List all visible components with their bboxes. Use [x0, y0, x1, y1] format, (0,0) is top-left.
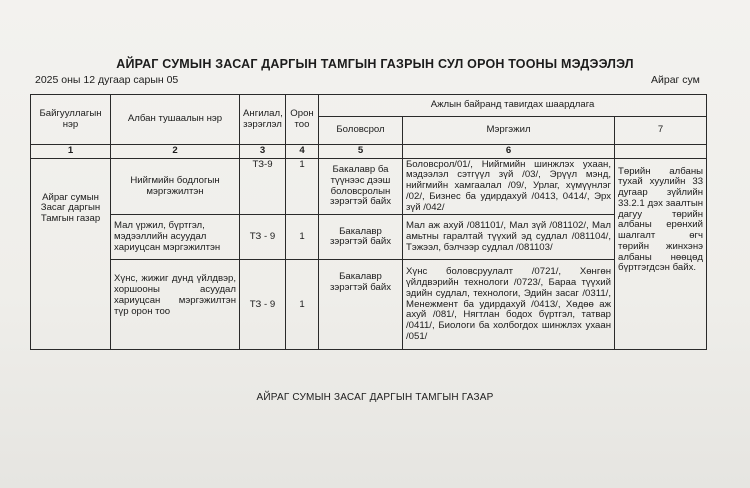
count-value: 1 [286, 158, 319, 215]
document-place: Айраг сум [651, 74, 700, 86]
table-row [31, 158, 707, 215]
header-position: Албан тушаалын нэр [111, 95, 240, 145]
civil-service-note: Төрийн албаны тухай хуулийн 33 дугаар зүйлийн 33.2.1 дэх заалтын дагуу төрийн албаны ерөнхий шалгалт өгч төрийн жинхэнэ албаны нөөцөд бүртгэгдсэн байх. [615, 158, 707, 350]
position-name: Хүнс, жижиг дунд үйлдвэр, хоршооны асуудал хариуцсан мэргэжилтэн түр орон тоо [111, 260, 240, 350]
column-number: 5 [319, 145, 403, 159]
position-name: Нийгмийн бодлогын мэргэжилтэн [111, 158, 240, 215]
column-number: 2 [111, 145, 240, 159]
column-number: 3 [240, 145, 286, 159]
education-requirement: Бакалавр ба түүнээс дээш боловсролын зэрэгтэй байх [319, 158, 403, 215]
rank-value: ТЗ - 9 [240, 260, 286, 350]
education-requirement: Бакалавр зэрэгтэй байх [319, 215, 403, 260]
header-col7: 7 [615, 117, 707, 145]
header-count: Орон тоо [286, 95, 319, 145]
table-row [31, 215, 707, 260]
column-number: 6 [403, 145, 615, 159]
header-rank: Ангилал, зэрэглэл [240, 95, 286, 145]
organization-name: Айраг сумын Засаг даргын Тамгын газар [31, 158, 111, 350]
header-profession: Мэргэжил [403, 117, 615, 145]
column-number-empty [615, 145, 707, 159]
column-number: 4 [286, 145, 319, 159]
profession-requirement: Хүнс боловсруулалт /0721/, Хөнгөн үйлдвэрийн технологи /0723/, Бараа түүхий эдийн судлал, технологи, Эдийн засаг /0311/, Менежмент ба удирдахуй /0413/, Хөдөө аж ахуй /081/, Нягтлан бодох бүртгэл, татвар /0411/, Биологи ба холбогдох шинжлэх ухаан /051/ [403, 260, 615, 350]
document-title: АЙРАГ СУМЫН ЗАСАГ ДАРГЫН ТАМГЫН ГАЗРЫН СУЛ ОРОН ТООНЫ МЭДЭЭЛЭЛ [116, 57, 634, 71]
document-footer: АЙРАГ СУМЫН ЗАСАГ ДАРГЫН ТАМГЫН ГАЗАР [256, 392, 494, 403]
document-date: 2025 оны 12 дугаар сарын 05 [35, 74, 179, 86]
table-row [31, 260, 707, 350]
column-number: 1 [31, 145, 111, 159]
profession-requirement: Мал аж ахуй /081101/, Мал зүй /081102/, Мал амьтны гаралтай түүхий эд судлал /081104/, Тэжээл, бэлчээр судлал /081103/ [403, 215, 615, 260]
education-requirement: Бакалавр зэрэгтэй байх [319, 260, 403, 350]
vacancy-table [30, 94, 707, 350]
position-name: Мал үржил, бүртгэл, мэдээллийн асуудал хариуцсан мэргэжилтэн [111, 215, 240, 260]
count-value: 1 [286, 215, 319, 260]
count-value: 1 [286, 260, 319, 350]
header-organization: Байгууллагын нэр [31, 95, 111, 145]
header-requirements: Ажлын байранд тавигдах шаардлага [319, 95, 707, 117]
rank-value: ТЗ-9 [240, 158, 286, 215]
profession-requirement: Боловсрол/01/, Нийгмийн шинжлэх ухаан, мэдээлэл сэтгүүл зүй /03/, Эрүүл мэнд, нийгмийн хамгаалал /09/, Урлаг, хүмүүнлэг /02/, Бизнес ба удирдахуй /0413, 0414/, Эрх зүй /042/ [403, 158, 615, 215]
rank-value: ТЗ - 9 [240, 215, 286, 260]
header-education: Боловсрол [319, 117, 403, 145]
